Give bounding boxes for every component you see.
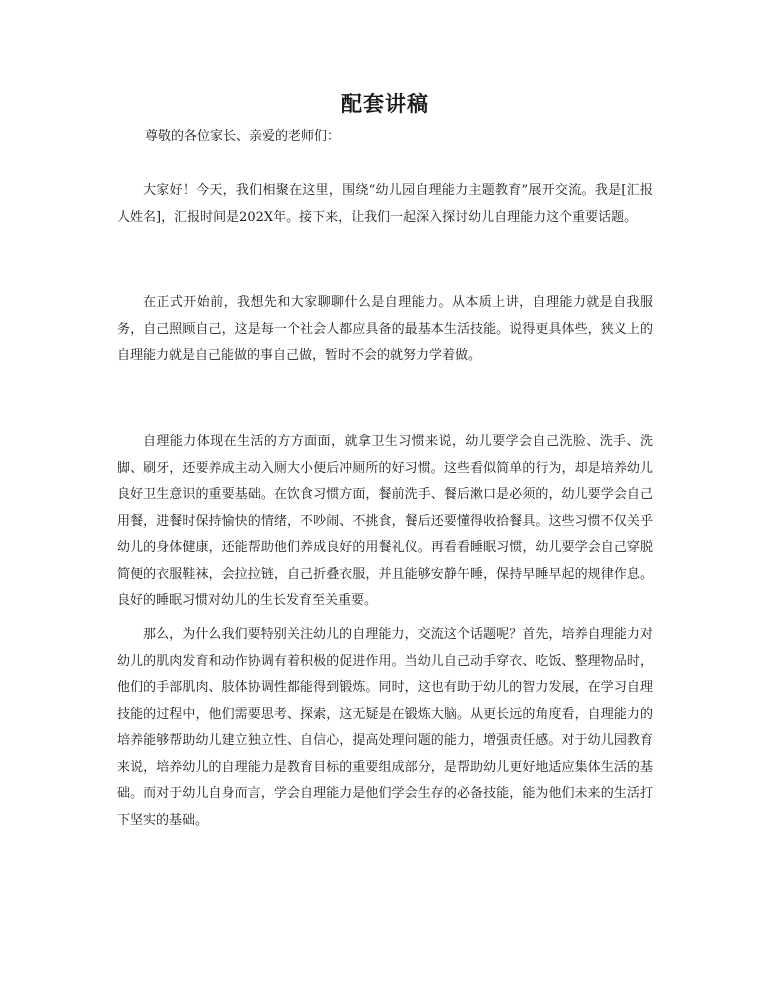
salutation: 尊敬的各位家长、亲爱的老师们：	[145, 129, 341, 144]
document-title: 配套讲稿	[341, 91, 429, 116]
paragraph-daily-habits: 自理能力体现在生活的方方面面，就拿卫生习惯来说，幼儿要学会自己洗脸、洗手、洗脚、刷牙，还要养成主动入厕大小便后冲厕所的好习惯。这些看似简单的行为，却是培养幼儿良好卫生意识的重要基础。在饮食习惯方面，餐前洗手、餐后漱口是必须的，幼儿要学会自己用餐，进餐时保持愉快的情绪，不吵闹、不挑食，餐后还要懂得收拾餐具。这些习惯不仅关乎幼儿的身体健康，还能帮助他们养成良好的用餐礼仪。再看看睡眠习惯，幼儿要学会自己穿脱简便的衣服鞋袜，会拉拉链，自己折叠衣服，并且能够安静午睡，保持早睡早起的规律作息。良好的睡眠习惯对幼儿的生长发育至关重要。	[117, 434, 653, 608]
paragraph-introduction: 大家好！今天，我们相聚在这里，围绕“幼儿园自理能力主题教育”展开交流。我是[汇报人姓名]，汇报时间是202X年。接下来，让我们一起深入探讨幼儿自理能力这个重要话题。	[117, 183, 653, 225]
paragraph-definition: 在正式开始前，我想先和大家聊聊什么是自理能力。从本质上讲，自理能力就是自我服务，自己照顾自己，这是每一个社会人都应具备的最基本生活技能。说得更具体些，狭义上的自理能力就是自己能做的事自己做，暂时不会的就努力学着做。	[117, 295, 653, 363]
paragraph-importance: 那么，为什么我们要特别关注幼儿的自理能力，交流这个话题呢？首先，培养自理能力对幼儿的肌肉发育和动作协调有着积极的促进作用。当幼儿自己动手穿衣、吃饭、整理物品时，他们的手部肌肉、肢体协调性都能得到锻炼。同时，这也有助于幼儿的智力发展，在学习自理技能的过程中，他们需要思考、探索，这无疑是在锻炼大脑。从更长远的角度看，自理能力的培养能够帮助幼儿建立独立性、自信心，提高处理问题的能力，增强责任感。对于幼儿园教育来说，培养幼儿的自理能力是教育目标的重要组成部分，是帮助幼儿更好地适应集体生活的基础。而对于幼儿自身而言，学会自理能力是他们学会生存的必备技能，能为他们未来的生活打下坚实的基础。	[117, 627, 653, 828]
